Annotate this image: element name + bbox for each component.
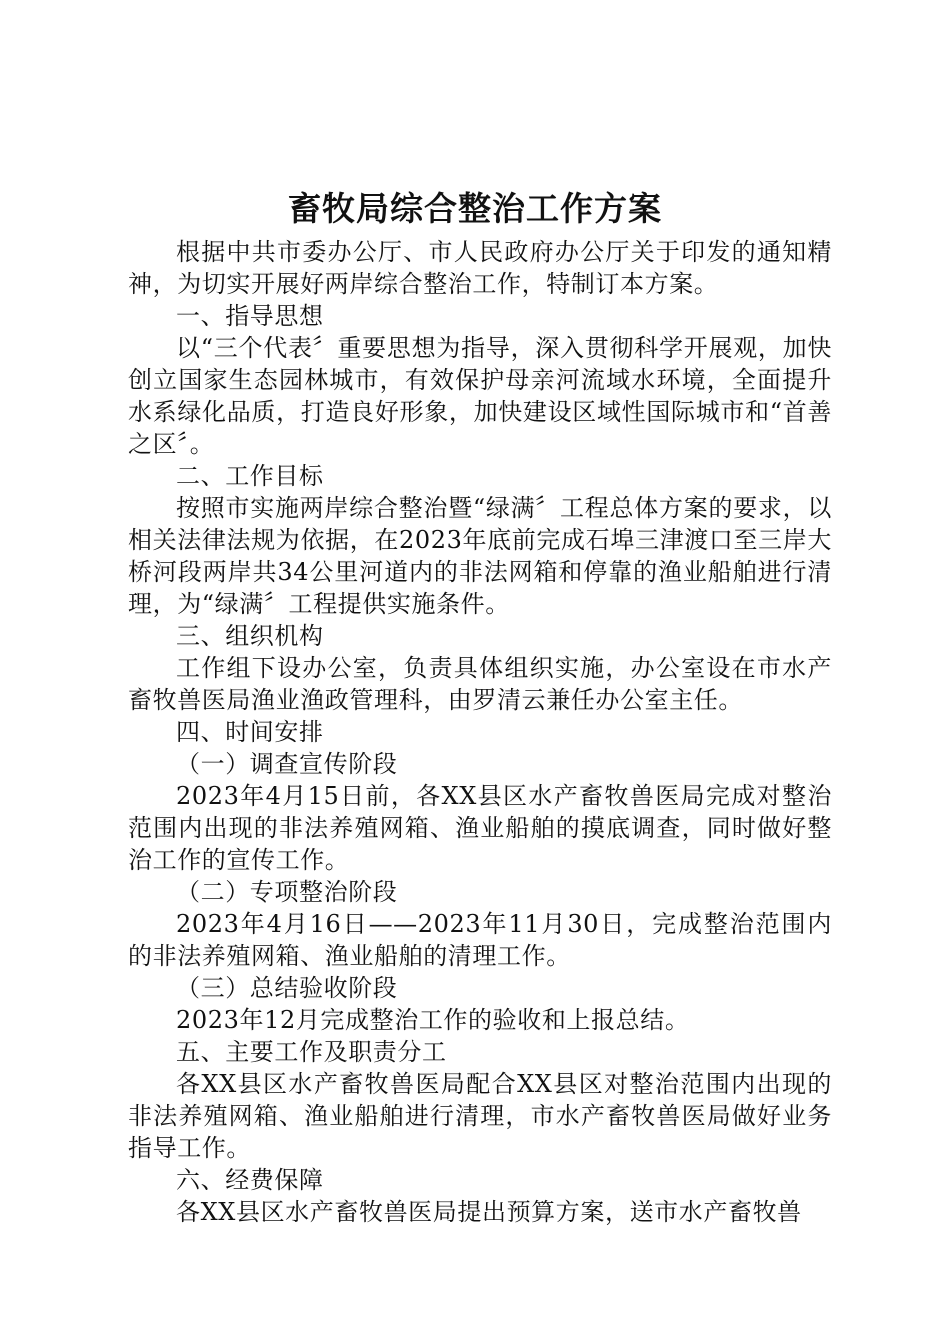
document-body (128, 236, 832, 1228)
section-heading-organization: 三、组织机构 (176, 622, 324, 650)
section-heading-schedule: 四、时间安排 (176, 718, 324, 746)
section-heading-guiding-ideology: 一、指导思想 (176, 302, 324, 330)
paragraph-intro: 根据中共市委办公厅、市人民政府办公厅关于印发的通知精神，为切实开展好两岸综合整治工作，特制订本方案。 (128, 238, 832, 298)
paragraph-organization: 工作组下设办公室，负责具体组织实施，办公室设在市水产畜牧兽医局渔业渔政管理科，由罗清云兼任办公室主任。 (128, 654, 832, 714)
section-heading-work-goals: 二、工作目标 (176, 462, 324, 490)
paragraph-guiding-ideology: 以“三个代表〞重要思想为指导，深入贯彻科学开展观，加快创立国家生态园林城市，有效保护母亲河流域水环境，全面提升水系绿化品质，打造良好形象，加快建设区域性国际城市和“首善之区〞。 (128, 334, 832, 458)
paragraph-work-goals: 按照市实施两岸综合整治暨“绿满〞工程总体方案的要求，以相关法律法规为依据，在2023年底前完成石埠三津渡口至三岸大桥河段两岸共34公里河道内的非法网箱和停靠的渔业船舶进行清理，为“绿满〞工程提供实施条件。 (128, 494, 832, 618)
subheading-acceptance-stage: （三）总结验收阶段 (176, 974, 398, 1002)
section-heading-funding: 六、经费保障 (176, 1166, 324, 1194)
paragraph-funding: 各XX县区水产畜牧兽医局提出预算方案，送市水产畜牧兽 (176, 1198, 802, 1226)
paragraph-rectification-stage: 2023年4月16日——2023年11月30日，完成整治范围内的非法养殖网箱、渔业船舶的清理工作。 (128, 910, 832, 970)
paragraph-acceptance-stage: 2023年12月完成整治工作的验收和上报总结。 (176, 1006, 690, 1034)
subheading-investigation-stage: （一）调查宣传阶段 (176, 750, 398, 778)
section-heading-responsibilities: 五、主要工作及职责分工 (176, 1038, 447, 1066)
subheading-rectification-stage: （二）专项整治阶段 (176, 878, 398, 906)
document-title: 畜牧局综合整治工作方案 (288, 189, 662, 228)
paragraph-responsibilities: 各XX县区水产畜牧兽医局配合XX县区对整治范围内出现的非法养殖网箱、渔业船舶进行清理，市水产畜牧兽医局做好业务指导工作。 (128, 1070, 832, 1162)
paragraph-investigation-stage: 2023年4月15日前，各XX县区水产畜牧兽医局完成对整治范围内出现的非法养殖网箱、渔业船舶的摸底调查，同时做好整治工作的宣传工作。 (128, 782, 832, 874)
